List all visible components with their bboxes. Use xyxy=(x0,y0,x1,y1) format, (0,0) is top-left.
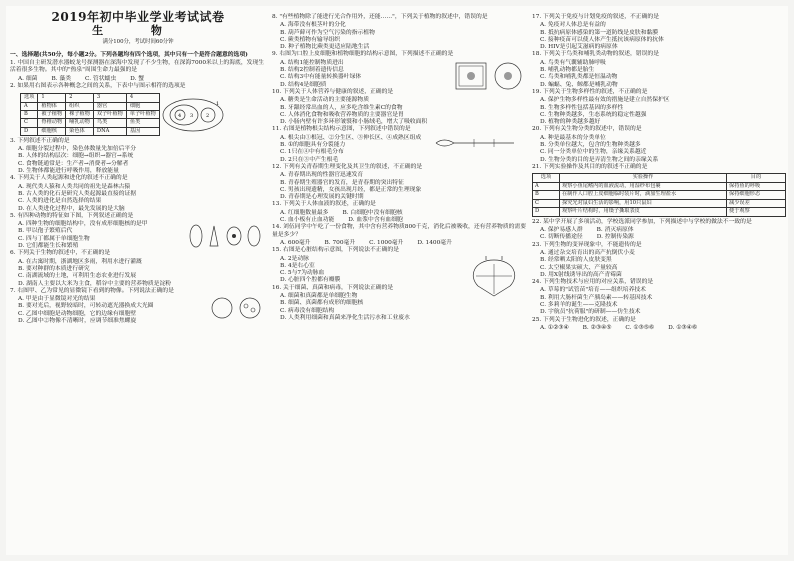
option: C. 结构3中有能量转换器叶绿体 xyxy=(280,74,362,81)
option: D. 在人类进化过程中，最先发展的是大脑 xyxy=(18,205,125,212)
question-20: 20. 下列有关生物分类的叙述中，错误的是 xyxy=(532,126,642,133)
question-7: 7. 右图甲、乙为常见的显微镜下看到的物像。下列说法正确的是 xyxy=(10,287,174,294)
option: B. 葫芦藓可作为空气污染的指示植物 xyxy=(280,29,375,36)
option: B. 甲以孢子繁殖后代 xyxy=(18,228,73,235)
table-cell: 便于观察 xyxy=(727,208,786,217)
option: C. 接种疫苗可以使人体产生抵抗该病原体的抗体 xyxy=(540,36,664,43)
option: A. 四种生物的细胞结构中，没有成形细胞核的是甲 xyxy=(18,221,148,228)
svg-text:1: 1 xyxy=(215,100,220,107)
option: A. 草莓的"试管苗"培育——组织培养技术 xyxy=(540,287,646,294)
question-14: 14. 刘伍同学中午吃了一份食物，其中含有营养物质800千克，消化后被吸收，还有营养物质的需要量是多少？ xyxy=(272,224,527,238)
table-cell: DNA xyxy=(93,127,126,135)
question-1-options xyxy=(10,76,266,83)
option: C. 1000毫升 xyxy=(369,239,404,246)
question-6: 6. 下列关于生物的叙述中，不正确的是 xyxy=(10,250,111,257)
option: A. 种是最基本的分类单位 xyxy=(540,134,606,141)
option: D. 生物分类的目的是弄清生物之间的亲缘关系 xyxy=(540,156,659,163)
option: B. 白细胞中没有细胞核 xyxy=(342,209,403,216)
table-cell: 观察叶片结构时，用镊子撕取表皮 xyxy=(560,208,727,217)
option: D. 宇航员"抗荷服"的研制——仿生技术 xyxy=(540,309,641,316)
table-cell: B xyxy=(21,110,38,118)
table-cell: 鸟类 xyxy=(93,119,126,127)
question-13: 13. 下列关于人体血液的叙述，正确的是 xyxy=(272,201,376,208)
question-16: 16. 关于细菌、真菌和病毒，下列说法正确的是 xyxy=(272,284,394,291)
option: B. 细菌、真菌都有成形的细胞核 xyxy=(280,300,364,307)
question-22: 22. 某中学开展了多项活动，学校选派同学参加，下列描述中与学校的做法不一致的是 xyxy=(532,218,752,225)
table-cell: 单子叶植物 xyxy=(126,110,159,118)
question-4: 4. 下列关于人类起源和进化的叙述不正确的是 xyxy=(10,175,128,182)
option: D. 湖南人主要以大米为主食，稻谷中主要的营养物质是淀粉 xyxy=(18,280,172,287)
option: B. ①的细胞具有分裂能力 xyxy=(280,142,346,149)
option: A. 通过杂交培育出的高产抗倒伏小麦 xyxy=(540,249,635,256)
question-19: 19. 下列关于生物多样性的叙述，不正确的是 xyxy=(532,88,648,95)
option: B. 牙龈经常出血的人，应多吃含维生素C的食物 xyxy=(280,104,403,111)
option: C. 病毒没有细胞结构 xyxy=(280,307,335,314)
option: B. 要对光后，视野较暗时，可转动遮光器换成大光圈 xyxy=(18,303,154,310)
option: D. 血浆中含有血细胞 xyxy=(348,217,403,224)
option: C. 蕨类植物有输导组织 xyxy=(280,36,341,43)
option: A. 结构1能控制物质进出 xyxy=(280,59,344,66)
option: A. 甲是由于显微镜对光的结果 xyxy=(18,296,96,303)
option: A. 细菌 xyxy=(18,75,38,82)
question-24: 24. 下列生物技术与应用的对应关系，错误的是 xyxy=(532,279,654,286)
question-13-options xyxy=(272,210,526,217)
option: D. 蝙蝠、兔、鲸都是哺乳动物 xyxy=(540,81,618,88)
column-2 xyxy=(272,14,526,322)
option: C. 1只在④中有根毛分布 xyxy=(280,149,344,156)
section-heading: 一、选择题(共50分，每小题2分。下列各题均有四个选项，其中只有一个是符合题意的选项) xyxy=(10,51,248,58)
option: D. 2只在③中产生根毛 xyxy=(280,156,339,163)
exam-subject: 生 物 xyxy=(92,24,184,38)
question-10: 10. 下列关于人体营养与健康的叙述，正确的是 xyxy=(272,88,394,95)
question-2: 2. 如果用右图表示各种概念之间的关系，下表中与图示相符的选项是 xyxy=(10,83,186,90)
option: A. ①②③④ xyxy=(540,324,569,331)
table-cell: 在制作人口腔上皮细胞临时装片时，滴加生理盐水 xyxy=(560,191,727,200)
table-cell: 器官 xyxy=(93,102,126,110)
option: C. 生物种类越多，生态系统的稳定性越强 xyxy=(540,111,647,118)
table-cell: 哺乳动物 xyxy=(66,119,94,127)
option: B. 分类单位越大，包含的生物种类越多 xyxy=(540,142,641,149)
question-9: 9. 右图为口腔上皮细胞和植物细胞的结构示意图，下列描述不正确的是 xyxy=(272,51,454,58)
question-15: 15. 右图是心脏结构示意图，下列说法不正确的是 xyxy=(272,247,399,254)
exam-page xyxy=(6,6,788,555)
option: A. 根尖由①根冠、②分生区、③伸长区、④成熟区组成 xyxy=(280,134,422,141)
table-header-cell: 4 xyxy=(126,94,159,102)
question-12: 12. 下列有关青春期生理变化及其卫生的叙述，不正确的是 xyxy=(272,163,423,170)
table-cell: 被子植物 xyxy=(38,110,66,118)
table-cell: D xyxy=(21,127,38,135)
option: C. 5与7为动脉血 xyxy=(280,270,325,277)
option: B. 青春期生殖器官的发育，是青春期的突出特征 xyxy=(280,179,404,186)
option: C. 多莉羊的诞生——克隆技术 xyxy=(540,302,618,308)
option: A. 保护易感人群 xyxy=(540,227,583,234)
option: A. 青春期出现的性器官迅速发育 xyxy=(280,172,364,179)
svg-text:3: 3 xyxy=(189,112,194,119)
table-cell: 裸子植物 xyxy=(66,110,94,118)
option: D. 植物的种类越多越好 xyxy=(540,119,601,126)
question-18: 18. 下列关于鸟类和哺乳类动物的叙述，错误的是 xyxy=(532,51,659,58)
table-header-cell: 2 xyxy=(66,94,94,102)
option: C. 人体消化食物和吸收营养物质的主要器官是胃 xyxy=(280,111,404,118)
option: B. 古人类的化石是研究人类起源最直接的证据 xyxy=(18,190,137,197)
option: B. ②③④⑤ xyxy=(582,324,612,331)
table-cell: D xyxy=(533,208,560,217)
option: A. 600毫升 xyxy=(280,239,311,246)
option: D. HIV是引起艾滋病的病原体 xyxy=(540,44,618,51)
option: B. 藻类 xyxy=(51,75,72,82)
table-cell: 鱼类 xyxy=(126,119,159,127)
option: D. ①③④⑥ xyxy=(668,324,698,331)
table-header-cell: 目的 xyxy=(727,174,786,183)
option: D. 控制传染源 xyxy=(596,234,634,241)
table-header-cell: 实验操作 xyxy=(560,174,727,183)
column-1 xyxy=(10,10,266,325)
option: C. 太空椒果实硕大、产量较高 xyxy=(540,264,618,271)
option: B. 利用大肠杆菌生产胰岛素——转基因技术 xyxy=(540,294,653,301)
table-cell: 保持鱼的呼吸 xyxy=(727,182,786,191)
table-cell: A xyxy=(533,182,560,191)
column-3 xyxy=(532,14,786,332)
table-cell: 观察小鱼尾鳍内的血液流动，用湿纱布包裹 xyxy=(560,182,727,191)
option: B. 消灭病原体 xyxy=(596,227,634,234)
option: A. 细菌和真菌都是单细胞生物 xyxy=(280,292,358,299)
question-17: 17. 下列关于免疫与计划免疫的叙述，不正确的是 xyxy=(532,14,659,20)
option: C. 人类的进化是自然选择的结果 xyxy=(18,198,102,205)
option: D. 种子植物比蕨类更适应陆地生活 xyxy=(280,44,370,51)
table-cell: 探究光对鼠妇生活的影响，用10只鼠妇 xyxy=(560,199,727,208)
table-cell: 染色体 xyxy=(66,127,94,135)
option: D. 心脏四个腔都有瓣膜 xyxy=(280,277,341,284)
table-cell: 细胞 xyxy=(126,102,159,110)
question-5: 5. 有四种动物的特征如下图，下列叙述正确的是 xyxy=(10,212,134,219)
option: A. 现代类人猿和人类共同的祖先是森林古猿 xyxy=(18,183,131,190)
option: B. 经常晒太阳的人皮肤变黑 xyxy=(540,257,612,264)
microorganisms-figure xyxy=(184,221,264,251)
microscope-views-figure xyxy=(210,296,264,320)
table-cell: 双子叶植物 xyxy=(93,110,126,118)
option: A. 2是动脉 xyxy=(280,255,309,262)
question-8: 8. "有些植物除了能进行光合作用外，还能……"，下列关于植物的叙述中，错误的是 xyxy=(272,14,488,20)
option: D. 结构4是细胞质 xyxy=(280,81,327,88)
table-cell: 减少误差 xyxy=(727,199,786,208)
option: C. 四与丁都属于单细胞生物 xyxy=(18,235,90,242)
option: D. 人类利用细菌和真菌来净化生活污水和工业废水 xyxy=(280,314,410,321)
heart-structure-figure xyxy=(464,256,524,298)
option: C. 食物链通常是：生产者→消费者→分解者 xyxy=(18,160,129,167)
option: A. 保护生物多样性最有效的措施是建立自然保护区 xyxy=(540,97,670,104)
option: D. 小肠内壁有许多环形皱襞和小肠绒毛，增大了吸收面积 xyxy=(280,119,428,126)
root-tip-figure xyxy=(434,135,524,151)
option: A. 细胞分裂过程中，染色体数量先加倍后平分 xyxy=(18,146,137,153)
question-1: 1. 中国自主研发潜水器蛟龙号探测器在深海中发现了不少生物，在深海7000米以上的海底，发现生活着很多生物。其中的"热泉"周围生命力最强的是 xyxy=(10,60,265,74)
option: C. 乙图中细胞是动物细胞，它的边缘有细胞壁 xyxy=(18,310,137,317)
option: C. 血小板有止血功能 xyxy=(280,217,335,224)
question-25-options xyxy=(532,325,786,332)
option: C. 鸟类和哺乳类都是恒温动物 xyxy=(540,74,618,81)
question-11: 11. 右图是植物根尖结构示意图，下列叙述中错误的是 xyxy=(272,126,411,133)
option: C. 同一分类单位中的生物，亲缘关系越近 xyxy=(540,149,647,156)
table-cell: 组织 xyxy=(66,102,94,110)
option: A. 免疫对人体总是有益的 xyxy=(540,22,606,29)
option: D. 蟹 xyxy=(130,75,145,82)
table-cell: 保持细胞形态 xyxy=(727,191,786,200)
option: B. 700毫升 xyxy=(324,239,356,246)
option: C. 切断传播途径 xyxy=(540,234,583,241)
option: D. 乙图中②物像不清晰时，应调节细准焦螺旋 xyxy=(18,317,137,324)
option: A. 糖类是生命活动的主要能源物质 xyxy=(280,97,370,104)
option: B. 生物多样性包括基因的多样性 xyxy=(540,104,624,111)
option: A. 海带没有根茎叶的分化 xyxy=(280,22,346,29)
option: D. 用X射线诱导出的高产青霉菌 xyxy=(540,271,622,278)
question-25: 25. 下列关于生物进化的叙述，正确的是 xyxy=(532,316,636,323)
option: A. 在古寓时期，浙湖地区多雨，利用水进行灌溉 xyxy=(18,258,142,265)
table-cell: B xyxy=(533,191,560,200)
option: C. 男孩出现遗精，女孩出现月经，都是正常的生理现象 xyxy=(280,186,422,193)
question-22-options xyxy=(532,234,786,241)
question-21-table xyxy=(532,173,786,217)
cell-structure-figure xyxy=(454,60,524,94)
option: B. 抵抗病原体感染的第一道防线是皮肤和黏膜 xyxy=(540,29,659,36)
option: D. 它们都能生长和繁殖 xyxy=(18,243,79,250)
table-cell: A xyxy=(21,102,38,110)
table-cell: C xyxy=(21,119,38,127)
option: D. 青春期是心理发展的关键时期 xyxy=(280,194,364,201)
table-cell: C xyxy=(533,199,560,208)
option: A. 红细胞数量最多 xyxy=(280,209,329,216)
option: C. 管状蠕虫 xyxy=(85,75,117,82)
option: D. 1400毫升 xyxy=(417,239,452,246)
concept-circles-figure xyxy=(160,97,226,133)
option: B. 要对种群的本质进行研究 xyxy=(18,265,90,272)
question-2-table xyxy=(20,93,160,135)
table-cell: 植物体 xyxy=(38,102,66,110)
table-cell: 脊椎动物 xyxy=(38,119,66,127)
question-21: 21. 下列实验操作及其目的的叙述不正确的是 xyxy=(532,163,648,170)
question-23: 23. 下列生物的变异现象中，不能遗传的是 xyxy=(532,241,642,248)
table-header-cell: 1 xyxy=(38,94,66,102)
option: B. 哺乳动物都是胎生 xyxy=(540,67,595,74)
table-header-cell: 选项 xyxy=(21,94,38,102)
option: D. 生物体都能进行呼吸作用，释放能量 xyxy=(18,168,119,175)
svg-text:4: 4 xyxy=(177,112,182,119)
exam-title: 2019年初中毕业学业考试试卷 xyxy=(51,10,225,24)
option: C. ①③⑤⑥ xyxy=(625,324,655,331)
exam-info: 满分100分，考试时间60分钟 xyxy=(102,38,174,45)
table-header-cell: 3 xyxy=(93,94,126,102)
option: A. 鸟类有气囊辅助肺呼吸 xyxy=(540,59,606,66)
option: B. 人体的结构层次：细胞→组织→器官→系统 xyxy=(18,153,134,160)
table-cell: 细胞核 xyxy=(38,127,66,135)
question-3: 3. 下列叙述不正确的是 xyxy=(10,137,70,144)
option: B. 结构2控制着遗传信息 xyxy=(280,67,344,74)
table-header-cell: 选项 xyxy=(533,174,560,183)
option: B. 4是右心室 xyxy=(280,262,315,269)
option: C. 南湖流域的土地，可利用生态农业进行发展 xyxy=(18,273,137,280)
svg-text:2: 2 xyxy=(205,112,210,119)
table-cell: 基因 xyxy=(126,127,159,135)
